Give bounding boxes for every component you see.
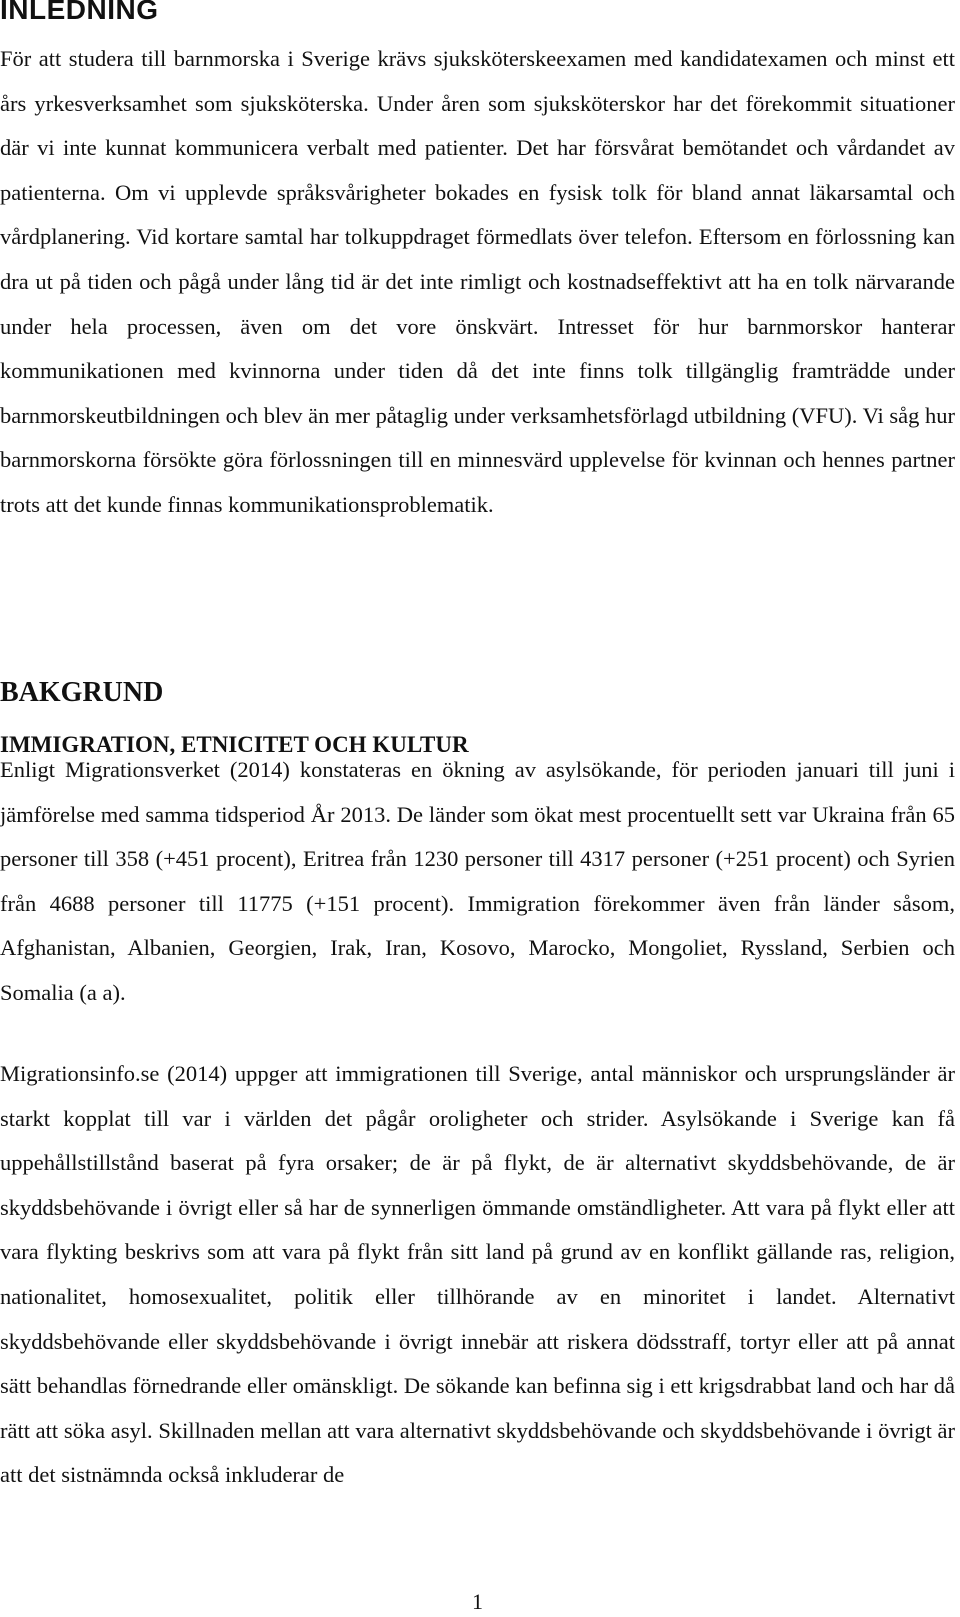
intro-paragraph: För att studera till barnmorska i Sverige krävs sjuksköterskeexamen med kandidatexamen och minst ett års yrkesverksamhet som sjuksköterska. Under åren som sjuksköterskor har det förekommit situationer där vi inte kunnat kommunicera verbalt med patienter. Det har försvårat bemötandet och vårdandet av patienterna. Om vi upplevde språksvårigheter bokades en fysisk tolk för bland annat läkarsamtal och vårdplanering. Vid kortare samtal har tolkuppdraget förmedlats över telefon. Eftersom en förlossning kan dra ut på tiden och pågå under lång tid är det inte rimligt och kostnadseffektivt att ha en tolk närvarande under hela processen, även om det vore önskvärt. Intresset för hur barnmorskor hanterar kommunikationen med kvinnorna under tiden då det inte finns tolk tillgänglig framträdde under barnmorskeutbildningen och blev än mer påtaglig under verksamhetsförlagd utbildning (VFU). Vi såg hur barnmorskorna försökte göra förlossningen till en minnesvärd upplevelse för kvinnan och hennes partner trots att det kunde finnas kommunikationsproblematik.: [0, 46, 955, 517]
migrationsinfo-paragraph: Migrationsinfo.se (2014) uppger att immigrationen till Sverige, antal människor och ursprungsländer är starkt kopplat till var i världen det pågår oroligheter och strider. Asylsökande i Sverige kan få uppehållstillstånd baserat på fyra orsaker; de är på flykt, de är alternativt skyddsbehövande, de är skyddsbehövande i övrigt eller så har de synnerligen ömmande omständligheter. Att vara på flykt eller att vara flykting beskrivs som att vara på flykt från sitt land på grund av en konflikt gällande ras, religion, nationalitet, homosexualitet, politik eller tillhörande av en minoritet i landet. Alternativt skyddsbehövande eller skyddsbehövande i övrigt innebär att riskera dödsstraff, tortyr eller att på annat sätt behandlas förnedrande eller omänskligt. De sökande kan befinna sig i ett krigsdrabbat land och har då rätt att söka asyl. Skillnaden mellan att vara alternativt skyddsbehövande och skyddsbehövande i övrigt är att det sistnämnda också inkluderar de: [0, 1061, 955, 1488]
section-heading-bakgrund: BAKGRUND: [0, 677, 164, 708]
migrationsverket-paragraph: Enligt Migrationsverket (2014) konstateras en ökning av asylsökande, för perioden januari till juni i jämförelse med samma tidsperiod År 2013. De länder som ökat mest procentuellt sett var Ukraina från 65 personer till 358 (+451 procent), Eritrea från 1230 personer till 4317 personer (+251 procent) och Syrien från 4688 personer till 11775 (+151 procent). Immigration förekommer även från länder såsom, Afghanistan, Albanien, Georgien, Irak, Iran, Kosovo, Marocko, Mongoliet, Ryssland, Serbien och Somalia (a a).: [0, 757, 955, 1005]
page-number: 1: [472, 1589, 483, 1614]
subheading-immigration: IMMIGRATION, ETNICITET OCH KULTUR: [0, 732, 469, 757]
section-heading-inledning: INLEDNING: [0, 0, 159, 25]
